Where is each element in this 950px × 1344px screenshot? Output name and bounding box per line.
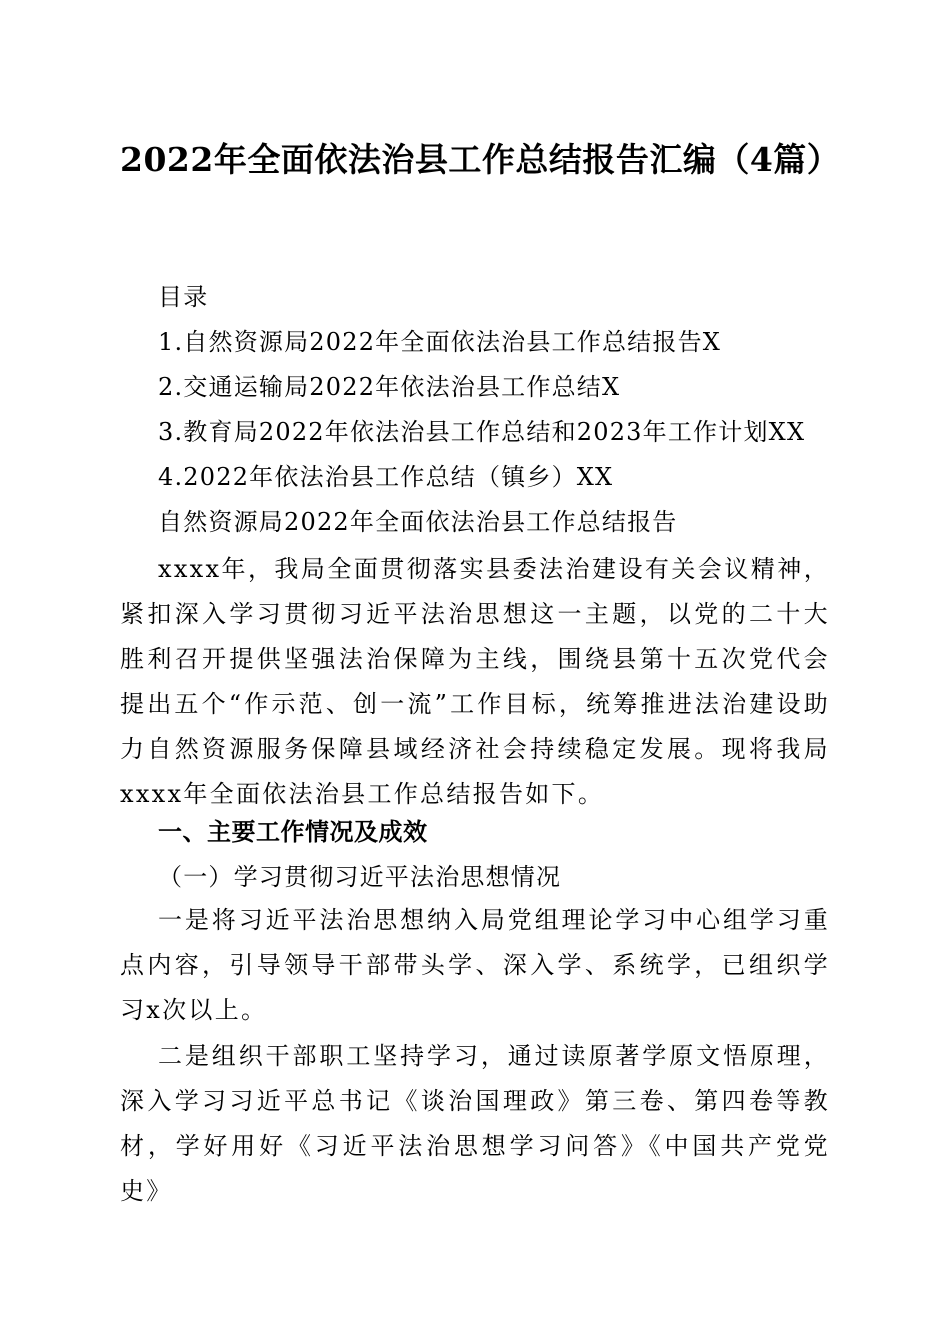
intro-paragraph: xxxx年，我局全面贯彻落实县委法治建设有关会议精神，紧扣深入学习贯彻习近平法治思想这一主题，以党的二十大胜利召开提供坚强法治保障为主线，围绕县第十五次党代会提出五个“作示范、创一流”工作目标，统筹推进法治建设助力自然资源服务保障县域经济社会持续稳定发展。现将我局xxxx年全面依法治县工作总结报告如下。 (120, 555, 830, 808)
subsection-heading: （一）学习贯彻习近平法治思想情况 (158, 863, 562, 891)
toc-heading: 目录 (158, 283, 209, 311)
toc-item: 2.交通运输局2022年依法治县工作总结X (158, 373, 621, 401)
toc-item: 1.自然资源局2022年全面依法治县工作总结报告X (158, 328, 722, 356)
body-paragraph: 二是组织干部职工坚持学习，通过读原著学原文悟原理，深入学习习近平总书记《谈治国理政》第三卷、第四卷等教材，学好用好《习近平法治思想学习问答》《中国共产党党史》 (120, 1042, 830, 1205)
toc-item: 3.教育局2022年依法治县工作总结和2023年工作计划XX (158, 418, 806, 446)
body-paragraph: 一是将习近平法治思想纳入局党组理论学习中心组学习重点内容，引导领导干部带头学、深入学、系统学，已组织学习x次以上。 (120, 906, 830, 1024)
section-heading: 一、主要工作情况及成效 (158, 818, 428, 846)
toc-item: 4.2022年依法治县工作总结（镇乡）XX (158, 463, 614, 491)
article-title: 自然资源局2022年全面依法治县工作总结报告 (158, 508, 678, 536)
document-title: 2022年全面依法治县工作总结报告汇编（4篇） (120, 140, 841, 179)
